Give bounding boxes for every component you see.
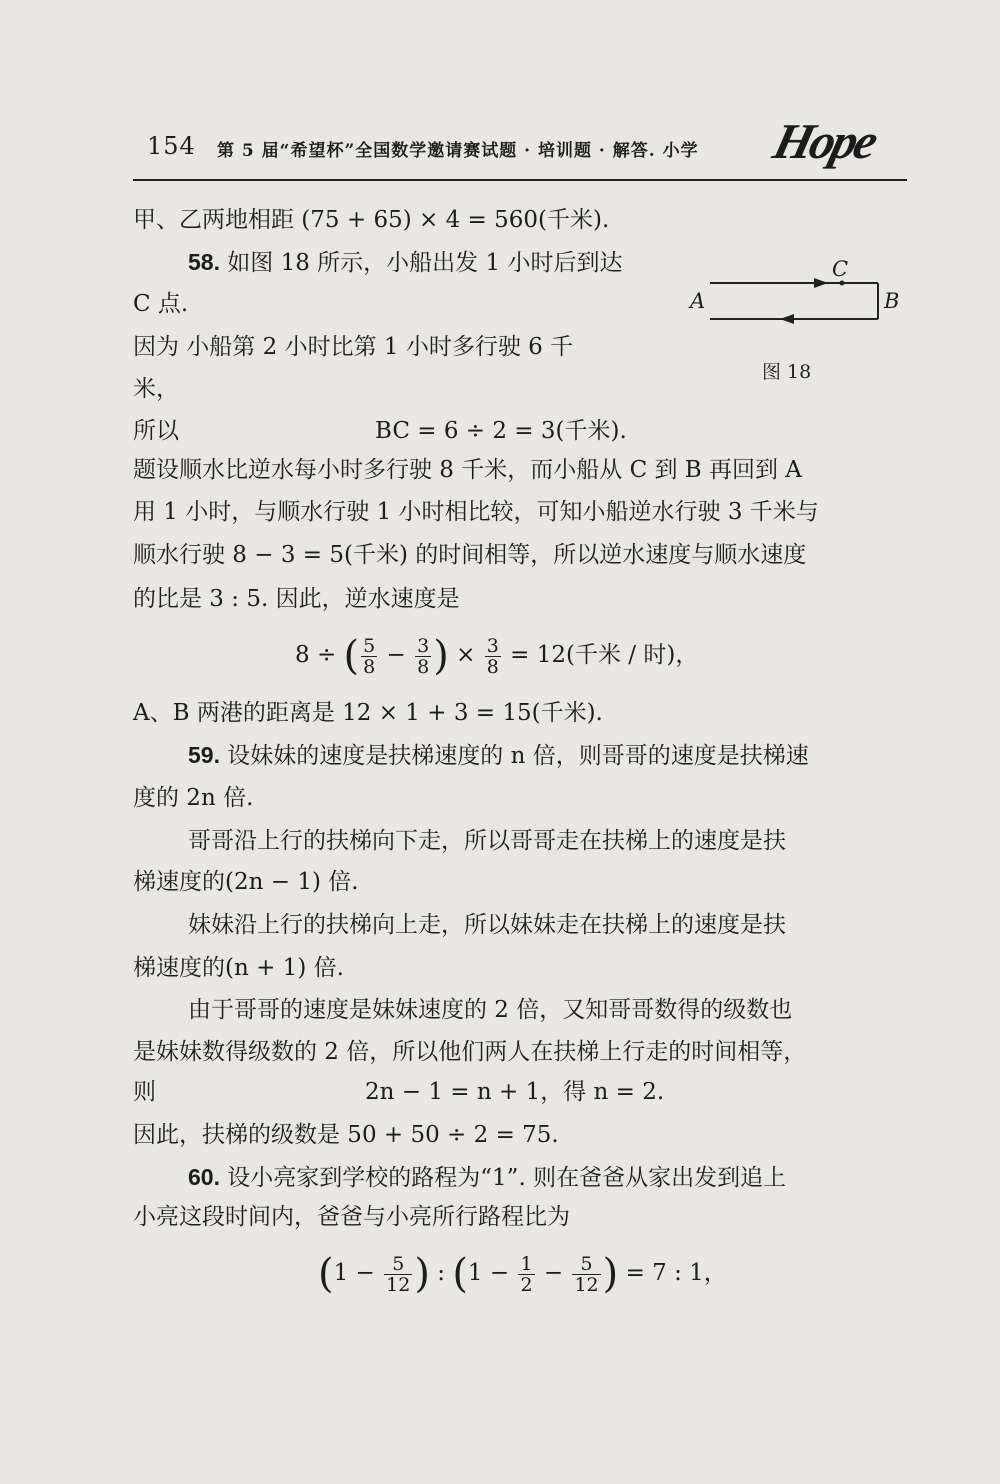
problem-59-line-1: 59. 设妹妹的速度是扶梯速度的 n 倍，则哥哥的速度是扶梯速	[188, 742, 809, 769]
problem-58-line-6: 题设顺水比逆水每小时多行驶 8 千米，而小船从 C 到 B 再回到 A	[133, 457, 802, 483]
label-b: B	[884, 289, 900, 313]
problem-60-line-1: 60. 设小亮家到学校的路程为“1”. 则在爸爸从家出发到追上	[188, 1164, 787, 1191]
problem-58-line-4: 米，	[133, 376, 179, 402]
problem-59-equation: 2n − 1 = n + 1，得 n = 2.	[365, 1079, 665, 1105]
problem-58-line-2: C 点.	[133, 291, 189, 317]
equation-upstream-speed: 8 ÷ ( $\frac{5}{8}$ − $\frac{3}{8}$ ) × $\frac{3}{8}$ = 12(千米 / 时)，	[295, 633, 699, 679]
header-rule	[133, 179, 907, 181]
equation-distance-ratio: (1 − $\frac{5}{12}$ ) : (1 − $\frac{1}{2}$ − $\frac{5}{12}$ ) = 7 : 1，	[318, 1251, 727, 1297]
problem-59-line-9: 则	[133, 1079, 156, 1105]
problem-58-line-7: 用 1 小时，与顺水行驶 1 小时相比较，可知小船逆水行驶 3 千米与	[133, 499, 819, 525]
hope-logo: Hope	[768, 113, 882, 169]
figure-18	[682, 255, 912, 385]
running-title: 第 5 届“希望杯”全国数学邀请赛试题 · 培训题 · 解答. 小学	[217, 141, 699, 161]
problem-58-number: 58.	[188, 249, 220, 275]
problem-59-line-2: 度的 2n 倍.	[133, 785, 254, 811]
problem-59-line-5: 妹妹沿上行的扶梯向上走，所以妹妹走在扶梯上的速度是扶	[188, 912, 786, 938]
problem-58-eq-bc: BC = 6 ÷ 2 = 3(千米).	[375, 418, 627, 444]
problem-58-result: A、B 两港的距离是 12 × 1 + 3 = 15(千米).	[133, 700, 603, 726]
problem-59-line-8: 是妹妹数得级数的 2 倍，所以他们两人在扶梯上行走的时间相等，	[133, 1039, 807, 1065]
problem-60-line-2: 小亮这段时间内，爸爸与小亮所行路程比为	[133, 1204, 570, 1230]
page-header	[135, 113, 905, 172]
problem-58-line-1: 58. 如图 18 所示，小船出发 1 小时后到达	[188, 249, 623, 276]
problem-59-line-3: 哥哥沿上行的扶梯向下走，所以哥哥走在扶梯上的速度是扶	[188, 828, 786, 854]
problem-59-line-6: 梯速度的(n + 1) 倍.	[133, 955, 344, 981]
figure-caption: 图 18	[762, 361, 812, 383]
problem-59-line-4: 梯速度的(2n − 1) 倍.	[133, 869, 359, 895]
page-number: 154	[147, 132, 196, 160]
line-distance: 甲、乙两地相距 (75 + 65) × 4 = 560(千米).	[133, 207, 610, 233]
problem-58-line-9: 的比是 3 : 5. 因此，逆水速度是	[133, 586, 460, 612]
problem-58-line-5: 所以	[133, 418, 179, 444]
label-a: A	[690, 289, 706, 313]
problem-60-number: 60.	[188, 1164, 220, 1190]
problem-58-line-3: 因为 小船第 2 小时比第 1 小时多行驶 6 千	[133, 334, 574, 360]
problem-59-number: 59.	[188, 742, 220, 768]
label-c: C	[832, 257, 849, 281]
problem-59-result: 因此，扶梯的级数是 50 + 50 ÷ 2 = 75.	[133, 1122, 559, 1148]
problem-58-line-8: 顺水行驶 8 − 3 = 5(千米) 的时间相等，所以逆水速度与顺水速度	[133, 542, 807, 568]
problem-59-line-7: 由于哥哥的速度是妹妹速度的 2 倍，又知哥哥数得的级数也	[188, 997, 793, 1023]
